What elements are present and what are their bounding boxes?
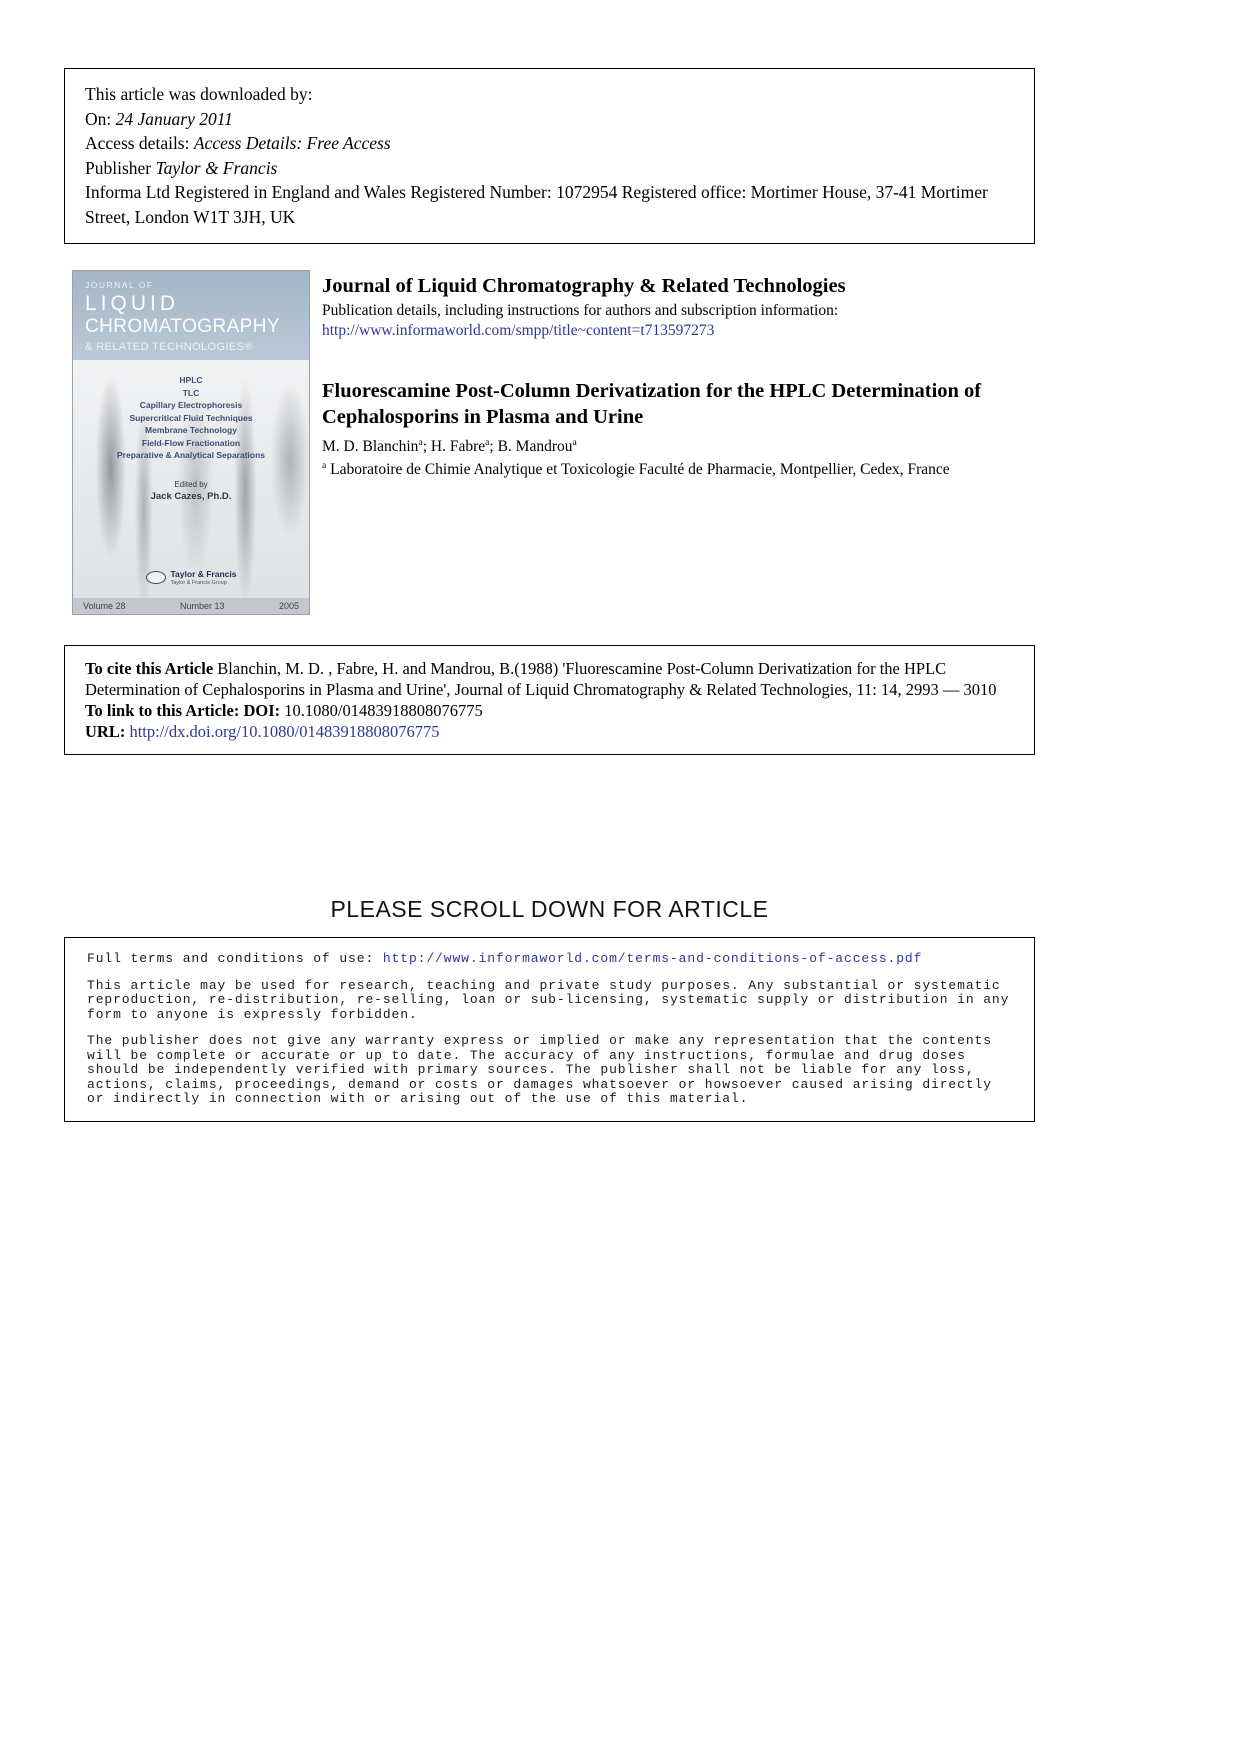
affiliation-mark: a bbox=[322, 459, 327, 471]
taylor-francis-logo bbox=[73, 570, 309, 586]
taylor-francis-logo-text bbox=[171, 570, 237, 586]
author-name: B. Mandrou bbox=[497, 438, 573, 455]
journal-article-info bbox=[322, 274, 1034, 480]
cover-title-line3: & RELATED TECHNOLOGIES® bbox=[85, 341, 253, 353]
author-affiliation-mark: a bbox=[418, 436, 423, 448]
taylor-francis-globe-icon bbox=[146, 571, 166, 584]
url-label: URL: bbox=[85, 722, 130, 741]
citation-box bbox=[64, 645, 1035, 755]
cover-year: 2005 bbox=[278, 601, 299, 611]
doi-line bbox=[85, 700, 1014, 721]
terms-pdf-link[interactable]: http://www.informaworld.com/terms-and-conditions-of-access.pdf bbox=[382, 951, 923, 966]
article-authors bbox=[322, 437, 1034, 457]
cite-label: To cite this Article bbox=[85, 659, 214, 678]
author-affiliation-mark: a bbox=[485, 436, 490, 448]
cover-kicker: JOURNAL OF bbox=[85, 280, 154, 290]
logo-name: Taylor & Francis bbox=[170, 568, 237, 579]
logo-subtitle: Taylor & Francis Group bbox=[170, 579, 227, 586]
url-line bbox=[85, 721, 1014, 742]
cover-editor-block bbox=[73, 480, 309, 502]
author-separator: ; bbox=[422, 438, 431, 455]
full-terms-line bbox=[87, 952, 1012, 967]
cover-topic: Field-Flow Fractionation bbox=[141, 437, 241, 448]
cover-artwork bbox=[73, 360, 309, 598]
terms-paragraph-warranty: The publisher does not give any warranty express or implied or make any representation that the contents will be complete or accurate or up to date. The accuracy of any instructions, formulae and drug doses should be independently verified with primary sources. The publisher shall not be liable for any loss, actions, claims, proceedings, demand or costs or damages whatsoever or howsoever caused arising directly or indirectly in connection with or arising out of the use of this material. bbox=[87, 1033, 992, 1106]
affiliation-text: Laboratoire de Chimie Analytique et Toxicologie Faculté de Pharmacie, Montpellier, Cedex, France bbox=[326, 461, 950, 478]
cover-topic: Preparative & Analytical Separations bbox=[116, 450, 266, 460]
journal-cover-image bbox=[72, 270, 310, 615]
cover-volume: Volume 28 bbox=[83, 601, 126, 611]
cover-masthead bbox=[73, 271, 309, 360]
publisher-line bbox=[85, 156, 1014, 181]
cite-text: Blanchin, M. D. , Fabre, H. and Mandrou, B.(1988) 'Fluorescamine Post-Column Derivatization for the HPLC Determination of Cephalosporins in Plasma and Urine', Journal of Liquid Chromatography & Related Technologies, 11: 14, 2993 — 3010 bbox=[85, 659, 997, 699]
access-value: Access Details: Free Access bbox=[193, 133, 391, 153]
author-name: H. Fabre bbox=[430, 438, 486, 455]
publisher-name: Taylor & Francis bbox=[155, 157, 278, 178]
cover-footer-bar bbox=[73, 598, 309, 614]
journal-title: Journal of Liquid Chromatography & Related Technologies bbox=[322, 275, 846, 297]
author-name: M. D. Blanchin bbox=[322, 438, 419, 455]
downloaded-by-line: This article was downloaded by: bbox=[85, 84, 313, 104]
download-date-line bbox=[85, 107, 1014, 132]
access-details-line bbox=[85, 131, 1014, 156]
publisher-label: Publisher bbox=[85, 157, 156, 178]
publication-details-text: Publication details, including instructions for authors and subscription information: bbox=[322, 302, 839, 319]
cover-number: Number 13 bbox=[179, 601, 225, 611]
download-info-box bbox=[64, 68, 1035, 244]
informa-registration-line: Informa Ltd Registered in England and Wales Registered Number: 1072954 Registered office: Mortimer House, 37-41 Mortimer Street, London W1T 3JH, UK bbox=[85, 182, 988, 227]
cover-topic: Supercritical Fluid Techniques bbox=[129, 412, 253, 423]
cover-topic: HPLC bbox=[179, 375, 203, 385]
terms-paragraph-usage: This article may be used for research, teaching and private study purposes. Any substantial or systematic reproduction, re-distribution, re-selling, loan or sub-licensing, systematic supply or distribution in any form to anyone is expressly forbidden. bbox=[87, 977, 1010, 1022]
doi-label: To link to this Article: DOI: bbox=[85, 701, 285, 720]
scroll-down-notice: PLEASE SCROLL DOWN FOR ARTICLE bbox=[330, 896, 769, 922]
full-terms-label: Full terms and conditions of use: bbox=[87, 951, 383, 966]
terms-and-conditions-box bbox=[64, 937, 1035, 1122]
access-label: Access details: bbox=[85, 133, 194, 153]
editor-name: Jack Cazes, Ph.D. bbox=[150, 490, 232, 502]
journal-url-link[interactable]: http://www.informaworld.com/smpp/title~content=t713597273 bbox=[322, 322, 715, 339]
article-title: Fluorescamine Post-Column Derivatization for the HPLC Determination of Cephalosporins in Plasma and Urine bbox=[322, 380, 982, 428]
doi-value: 10.1080/01483918808076775 bbox=[284, 701, 483, 720]
author-affiliation-mark: a bbox=[572, 436, 577, 448]
cover-topics-list bbox=[73, 374, 309, 462]
cover-title-line1: LIQUID bbox=[85, 292, 180, 315]
edited-by-label: Edited by bbox=[174, 479, 208, 489]
cover-topic: Capillary Electrophoresis bbox=[139, 400, 243, 410]
cover-topic: TLC bbox=[182, 387, 200, 398]
download-date: 24 January 2011 bbox=[115, 108, 233, 129]
on-label: On: bbox=[85, 108, 116, 129]
cover-topic: Membrane Technology bbox=[145, 425, 237, 435]
article-affiliation bbox=[322, 460, 1034, 480]
cover-title-line2: CHROMATOGRAPHY bbox=[85, 316, 280, 337]
doi-url-link[interactable]: http://dx.doi.org/10.1080/01483918808076775 bbox=[129, 722, 440, 741]
author-separator: ; bbox=[489, 438, 498, 455]
cite-line bbox=[85, 658, 1014, 700]
